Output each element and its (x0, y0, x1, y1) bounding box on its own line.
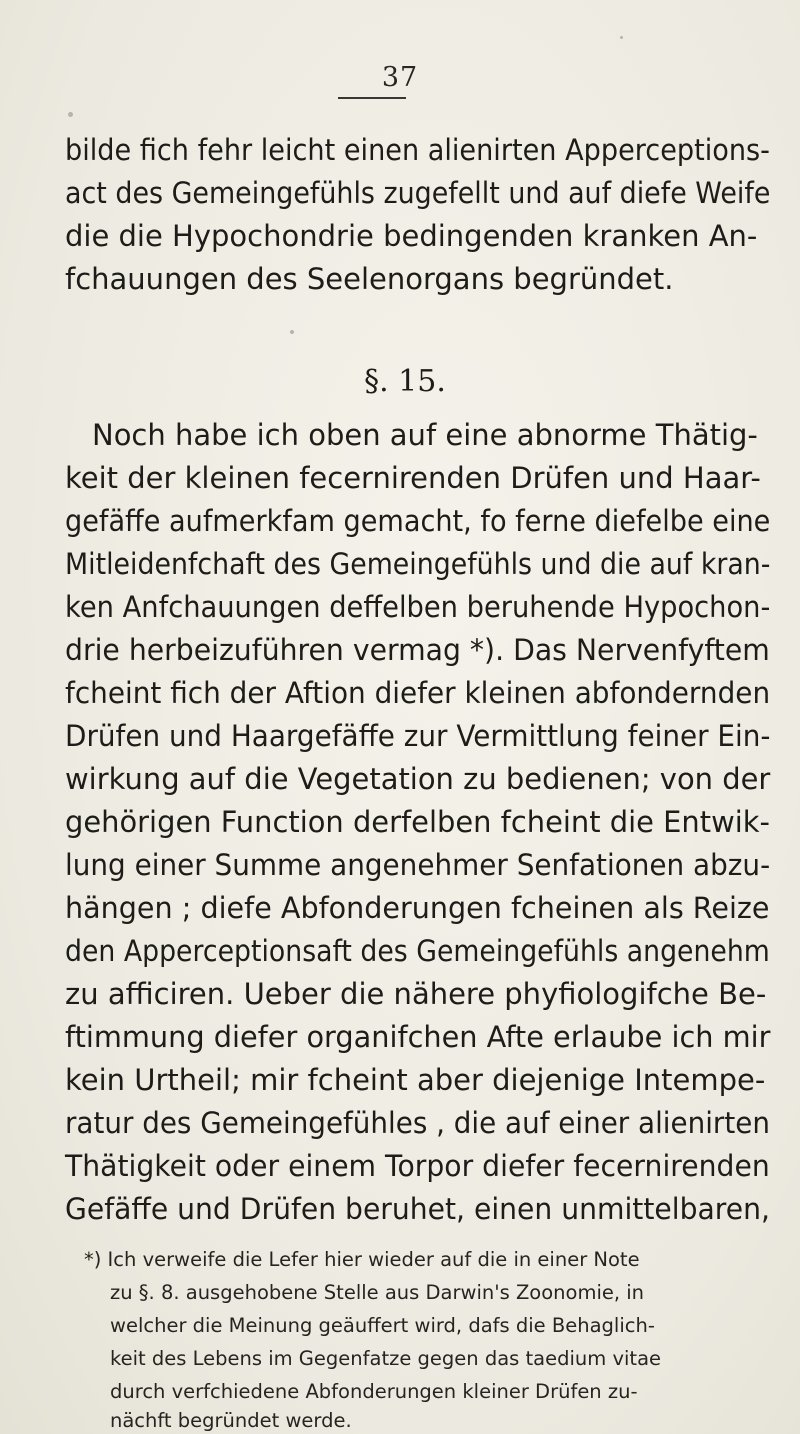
text-line: Drüfen und Haargefäffe zur Vermittlung feiner Ein- (65, 719, 771, 753)
text-line: zu afficiren. Ueber die nähere phyfiologifche Be- (65, 977, 767, 1011)
text-line: drie herbeizuführen vermag *). Das Nervenfyftem (65, 633, 770, 667)
footnote-line: zu §. 8. ausgehobene Stelle aus Darwin's Zoonomie, in (110, 1281, 645, 1304)
header-rule (338, 97, 406, 99)
text-line: bilde fich fehr leicht einen alienirten Apperceptions- (65, 133, 770, 167)
text-line: den Apperceptionsaft des Gemeingefühls angenehm (65, 934, 770, 968)
footnote-line: *) Ich verweife die Lefer hier wieder auf die in einer Note (84, 1248, 640, 1271)
paper-speck (290, 330, 294, 334)
text-line: die die Hypochondrie bedingenden kranken An- (65, 219, 758, 253)
text-line: ken Anfchauungen deffelben beruhende Hypochon- (65, 590, 771, 624)
text-line: fcheint fich der Aftion diefer kleinen abfondernden (65, 676, 771, 710)
text-line: Noch habe ich oben auf eine abnorme Thätig- (92, 418, 758, 452)
text-line: Thätigkeit oder einem Torpor diefer fecernirenden (65, 1149, 770, 1183)
text-line: wirkung auf die Vegetation zu bedienen; von der (65, 762, 771, 796)
footnote-line: nächft begründet werde. (110, 1409, 352, 1432)
section-heading: §. 15. (364, 364, 446, 399)
text-line: Gefäffe und Drüfen beruhet, einen unmittelbaren, (65, 1192, 770, 1226)
footnote-line: keit des Lebens im Gegenfatze gegen das taedium vitae (110, 1347, 662, 1370)
text-line: keit der kleinen fecernirenden Drüfen und Haar- (65, 461, 761, 495)
text-line: gehörigen Function derfelben fcheint die Entwik- (65, 805, 770, 839)
text-line: act des Gemeingefühls zugefellt und auf diefe Weife (65, 176, 771, 210)
text-line: ftimmung diefer organifchen Afte erlaube ich mir (65, 1020, 771, 1054)
text-line: fchauungen des Seelenorgans begründet. (65, 262, 674, 296)
text-line: lung einer Summe angenehmer Senfationen abzu- (65, 848, 771, 882)
text-line: hängen ; diefe Abfonderungen fcheinen als Reize (65, 891, 770, 925)
paper-speck (620, 36, 623, 39)
footnote-line: welcher die Meinung geäuffert wird, dafs die Behaglich- (110, 1314, 655, 1337)
text-line: ratur des Gemeingefühles , die auf einer alienirten (65, 1106, 770, 1140)
paper-speck (68, 112, 73, 117)
text-line: gefäffe aufmerkfam gemacht, fo ferne diefelbe eine (65, 504, 771, 538)
footnote-line: durch verfchiedene Abfonderungen kleiner Drüfen zu- (110, 1380, 638, 1403)
text-line: kein Urtheil; mir fcheint aber diejenige Intempe- (65, 1063, 766, 1097)
page-number: 37 (381, 62, 419, 93)
text-line: Mitleidenfchaft des Gemeingefühls und die auf kran- (65, 547, 771, 581)
